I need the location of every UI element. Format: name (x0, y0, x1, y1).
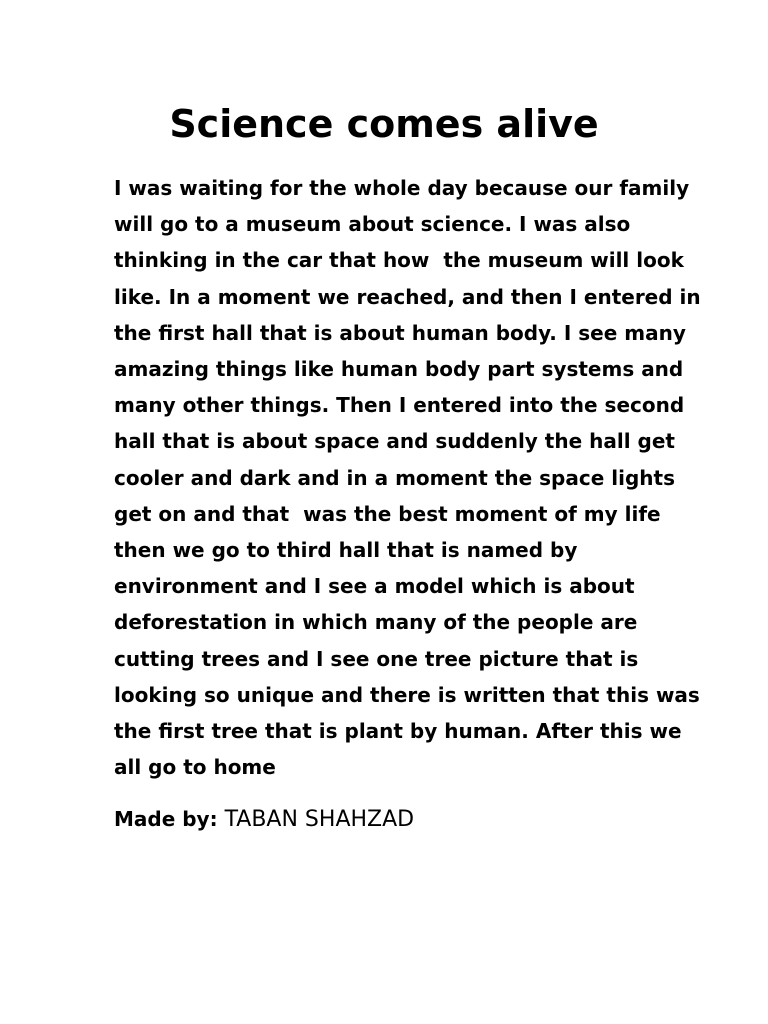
body-line: many other things. Then I entered into the second (114, 393, 685, 418)
body-line: all go to home (114, 755, 276, 780)
body-line: will go to a museum about science. I was also (114, 212, 631, 237)
body-line: the first hall that is about human body. I see many (114, 320, 686, 345)
body-line: like. In a moment we reached, and then I entered in (114, 284, 701, 309)
body-line: amazing things like human body part systems and (114, 357, 684, 382)
body-line: get on and that was the best moment of my life (114, 501, 661, 526)
body-line: cooler and dark and in a moment the space lights (114, 465, 675, 490)
body-line: deforestation in which many of the people are (114, 610, 638, 635)
body-line: then we go to third hall that is named by (114, 538, 578, 563)
body-line: the first tree that is plant by human. After this we (114, 719, 682, 744)
author-name: TABAN SHAHZAD (224, 807, 415, 832)
body-line: looking so unique and there is written that this was (114, 682, 700, 707)
body-line: cutting trees and I see one tree picture that is (114, 646, 639, 671)
body-line: I was waiting for the whole day because our family (114, 176, 690, 200)
body-line: hall that is about space and suddenly the hall get (114, 429, 675, 454)
author-credit (114, 801, 674, 838)
body-paragraph (114, 170, 701, 785)
author-label: Made by: (114, 807, 225, 831)
document-title: Science comes alive (169, 102, 599, 146)
body-line: environment and I see a model which is about (114, 574, 635, 599)
body-line: thinking in the car that how the museum will look (114, 248, 684, 273)
